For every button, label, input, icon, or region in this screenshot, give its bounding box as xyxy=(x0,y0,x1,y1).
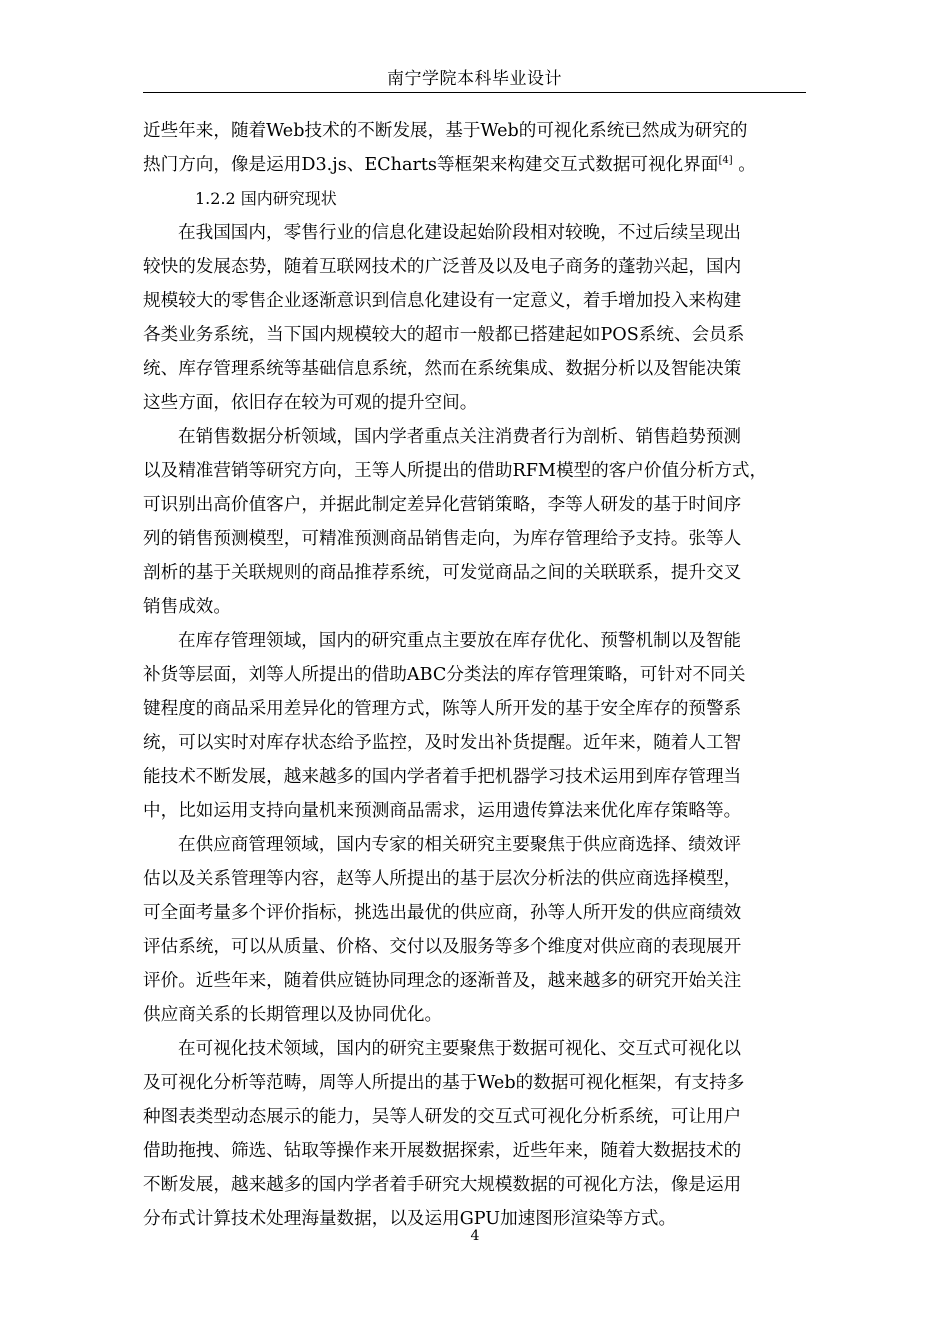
text-line-content: 近些年来，随着Web技术的不断发展，基于Web的可视化系统已然成为研究的 xyxy=(143,121,748,141)
section-heading: 1.2.2 国内研究现状 xyxy=(195,189,337,208)
text-line-content: 不断发展，越来越多的国内学者着手研究大规模数据的可视化方法，像是运用 xyxy=(143,1175,742,1195)
text-line-content: 剖析的基于关联规则的商品推荐系统，可发觉商品之间的关联联系，提升交叉 xyxy=(143,563,742,583)
text-line xyxy=(143,794,806,828)
text-line-content: 借助拖拽、筛选、钻取等操作来开展数据探索，近些年来，随着大数据技术的 xyxy=(143,1141,742,1161)
text-line xyxy=(143,1134,806,1168)
text-line-content: 评估系统，可以从质量、价格、交付以及服务等多个维度对供应商的表现展开 xyxy=(143,937,742,957)
text-line xyxy=(143,1100,806,1134)
text-line-content: 统、库存管理系统等基础信息系统，然而在系统集成、数据分析以及智能决策 xyxy=(143,359,742,379)
text-line-content: 在销售数据分析领域，国内学者重点关注消费者行为剖析、销售趋势预测 xyxy=(178,427,742,447)
text-line-content: 在可视化技术领域，国内的研究主要聚焦于数据可视化、交互式可视化以 xyxy=(178,1039,742,1059)
text-line-content: 补货等层面，刘等人所提出的借助ABC分类法的库存管理策略，可针对不同关 xyxy=(143,665,746,685)
text-line xyxy=(143,454,806,488)
text-line xyxy=(143,930,806,964)
text-line xyxy=(143,386,806,420)
text-line xyxy=(143,318,806,352)
text-line xyxy=(143,488,806,522)
text-line xyxy=(143,862,806,896)
text-line xyxy=(143,1032,806,1066)
text-line-content: 较快的发展态势，随着互联网技术的广泛普及以及电子商务的蓬勃兴起，国内 xyxy=(143,257,742,277)
text-line xyxy=(143,658,806,692)
body-text xyxy=(143,114,806,1236)
text-line-content: 能技术不断发展，越来越多的国内学者着手把机器学习技术运用到库存管理当 xyxy=(143,767,742,787)
text-line-content: 估以及关系管理等内容，赵等人所提出的基于层次分析法的供应商选择模型， xyxy=(143,869,742,889)
text-line xyxy=(143,216,806,250)
text-line-content: 在库存管理领域，国内的研究重点主要放在库存优化、预警机制以及智能 xyxy=(178,631,742,651)
text-line-content: 种图表类型动态展示的能力，吴等人研发的交互式可视化分析系统，可让用户 xyxy=(143,1107,742,1127)
text-line xyxy=(143,148,806,182)
text-line xyxy=(143,284,806,318)
text-line-content: 及可视化分析等范畴，周等人所提出的基于Web的数据可视化框架，有支持多 xyxy=(143,1073,745,1093)
text-line-content: 各类业务系统，当下国内规模较大的超市一般都已搭建起如POS系统、会员系 xyxy=(143,325,745,345)
text-line-content: 规模较大的零售企业逐渐意识到信息化建设有一定意义，着手增加投入来构建 xyxy=(143,291,742,311)
text-line xyxy=(143,114,806,148)
text-line xyxy=(143,964,806,998)
text-line-content: 这些方面，依旧存在较为可观的提升空间。 xyxy=(143,393,478,413)
text-line-content: 以及精准营销等研究方向，王等人所提出的借助RFM模型的客户价值分析方式， xyxy=(143,461,768,481)
text-line-content: 供应商关系的长期管理以及协同优化。 xyxy=(143,1005,443,1025)
text-line xyxy=(143,352,806,386)
text-line xyxy=(143,1066,806,1100)
citation-marker: [4] xyxy=(718,155,733,167)
text-line xyxy=(143,726,806,760)
text-line-content: 可识别出高价值客户，并据此制定差异化营销策略，李等人研发的基于时间序 xyxy=(143,495,742,515)
text-line xyxy=(143,556,806,590)
text-line-content: 销售成效。 xyxy=(143,597,231,617)
text-line xyxy=(143,998,806,1032)
text-line-content: 列的销售预测模型，可精准预测商品销售走向，为库存管理给予支持。张等人 xyxy=(143,529,742,549)
text-line-content: 在我国国内，零售行业的信息化建设起始阶段相对较晚，不过后续呈现出 xyxy=(178,223,742,243)
text-line-content: 可全面考量多个评价指标，挑选出最优的供应商，孙等人所开发的供应商绩效 xyxy=(143,903,742,923)
trailing-punctuation: 。 xyxy=(732,155,756,175)
text-line xyxy=(143,1168,806,1202)
text-line-content: 热门方向，像是运用D3.js、ECharts等框架来构建交互式数据可视化界面 xyxy=(143,155,719,175)
text-line-content: 中，比如运用支持向量机来预测商品需求，运用遗传算法来优化库存策略等。 xyxy=(143,801,742,821)
text-line-content: 分布式计算技术处理海量数据，以及运用GPU加速图形渲染等方式。 xyxy=(143,1209,677,1229)
header-divider xyxy=(143,92,806,93)
text-line xyxy=(143,420,806,454)
text-line-content: 在供应商管理领域，国内专家的相关研究主要聚焦于供应商选择、绩效评 xyxy=(178,835,742,855)
text-line-content: 统，可以实时对库存状态给予监控，及时发出补货提醒。近年来，随着人工智 xyxy=(143,733,742,753)
text-line xyxy=(143,522,806,556)
text-line-content: 键程度的商品采用差异化的管理方式，陈等人所开发的基于安全库存的预警系 xyxy=(143,699,742,719)
text-line xyxy=(143,828,806,862)
page-header-title: 南宁学院本科毕业设计 xyxy=(387,69,562,89)
text-line xyxy=(143,624,806,658)
text-line-content: 评价。近些年来，随着供应链协同理念的逐渐普及，越来越多的研究开始关注 xyxy=(143,971,742,991)
text-line xyxy=(143,250,806,284)
text-line xyxy=(143,692,806,726)
text-line xyxy=(143,760,806,794)
page-number: 4 xyxy=(470,1228,480,1244)
text-line xyxy=(143,590,806,624)
text-line xyxy=(143,896,806,930)
